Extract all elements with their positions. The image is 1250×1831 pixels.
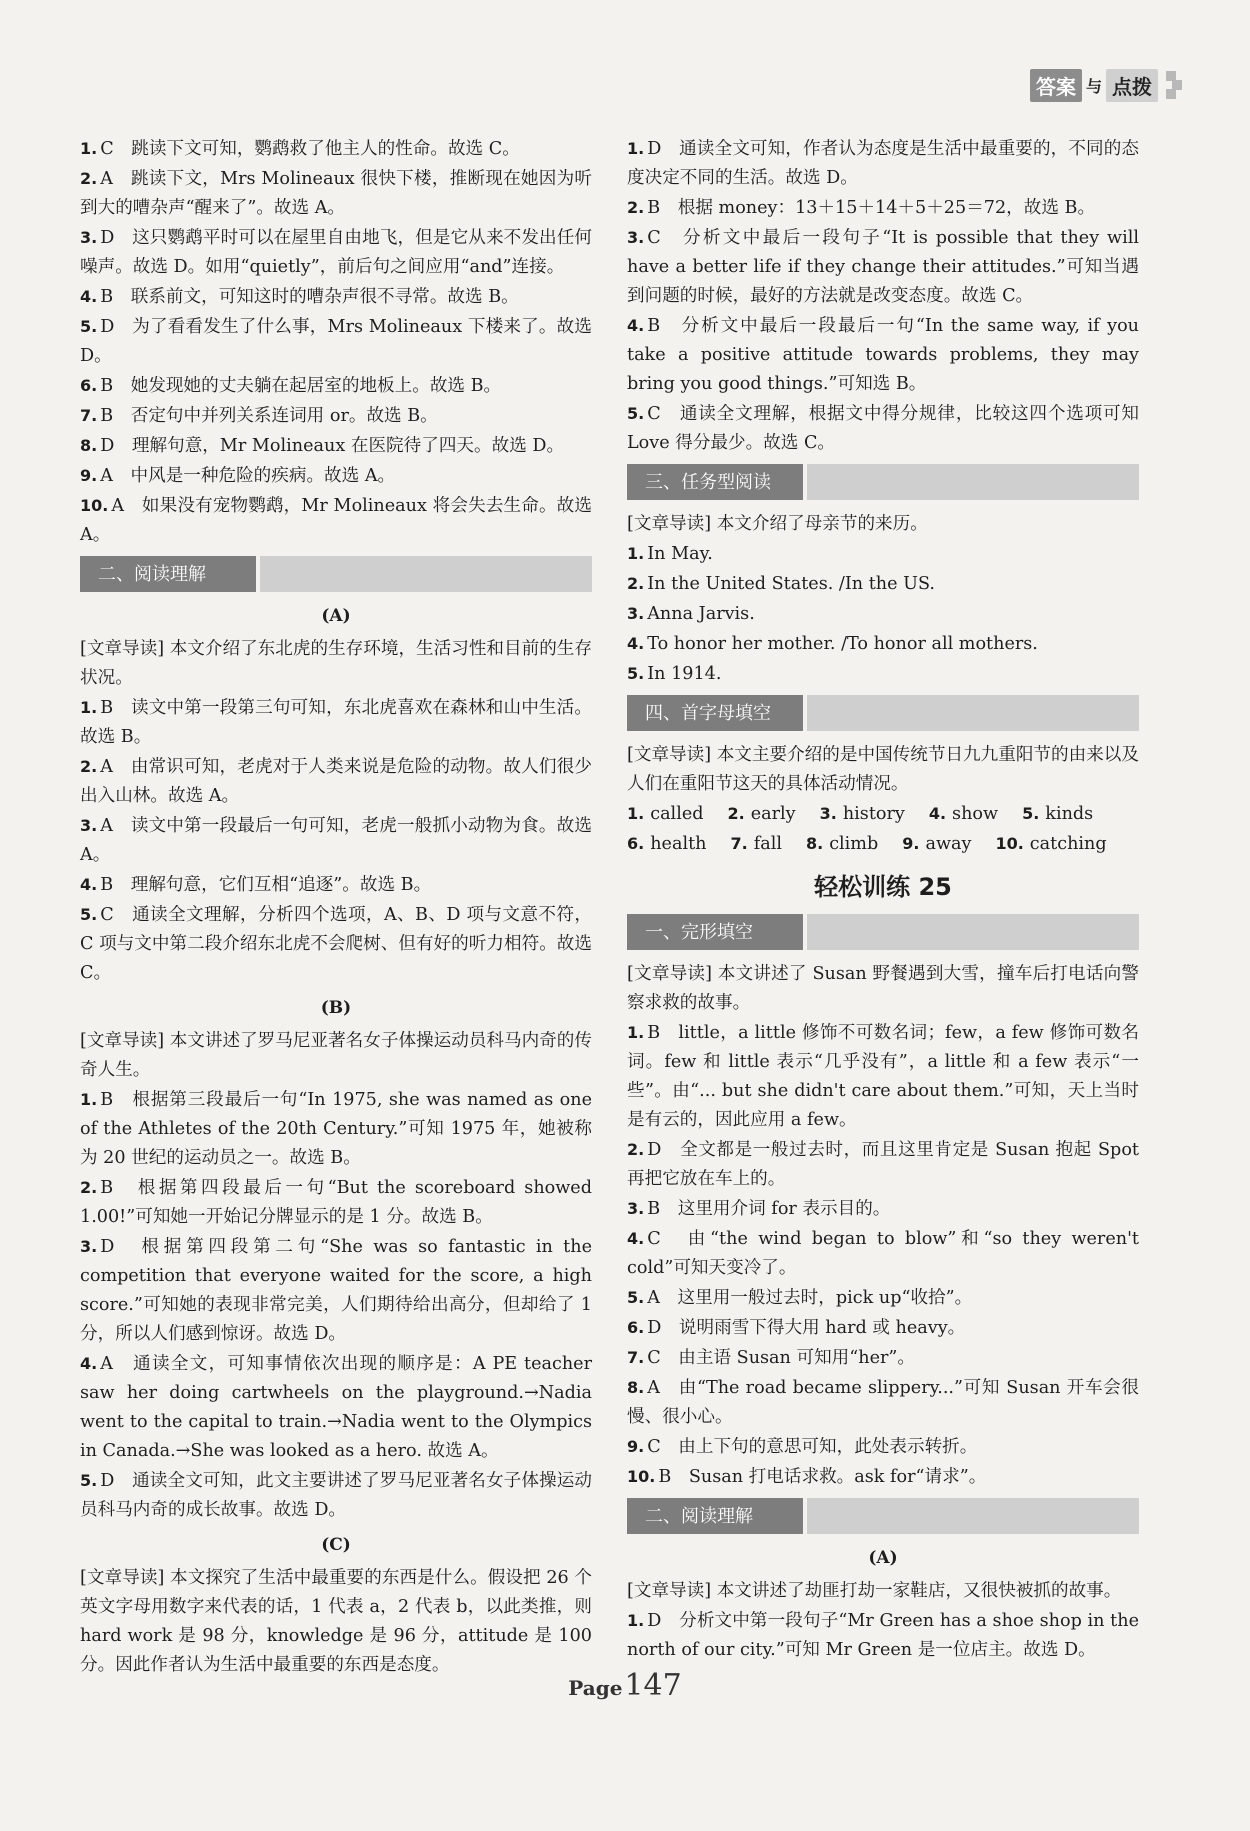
- fill-answer: [730, 829, 781, 859]
- answer-text: C 分析文中最后一段句子“It is possible that they will have a better life if they change their attitudes.”可知当遇到问题的时候，最好的方法就是改变态度。故选 C。: [627, 228, 1139, 306]
- answer-text: fall: [753, 834, 782, 854]
- answer-text: history: [842, 804, 905, 824]
- brand-tips: 点拨: [1106, 69, 1158, 102]
- answer-item: [80, 431, 592, 461]
- fill-answer: [627, 829, 706, 859]
- answer-number: 5.: [1022, 804, 1040, 823]
- page-footer: [0, 1668, 1250, 1703]
- answer-text: To honor her mother. /To honor all mothers.: [647, 634, 1038, 654]
- answer-number: 10.: [80, 496, 109, 515]
- answer-item: [80, 164, 592, 223]
- task-reading-answers: [627, 539, 1139, 689]
- answer-text: B 根据第四段最后一句“But the scoreboard showed 1.00!”可知她一开始记分牌显示的是 1 分。故选 B。: [80, 1178, 592, 1227]
- answer-number: 5.: [627, 404, 645, 423]
- article-guide: [文章导读] 本文讲述了劫匪打劫一家鞋店，又很快被抓的故事。: [627, 1581, 1122, 1601]
- answer-text: show: [952, 804, 999, 824]
- article-guide: [文章导读] 本文主要介绍的是中国传统节日九九重阳节的由来以及人们在重阳节这天的具体活动情况。: [627, 745, 1139, 794]
- section-header: [627, 1498, 1139, 1534]
- answer-text: D 根据第四段第二句“She was so fantastic in the competition that everyone waited for the score, a high score.”可知她的表现非常完美，人们期待给出高分，但却给了 1 分，所以人们感到惊讶。故选 D。: [80, 1237, 592, 1344]
- answer-number: 9.: [902, 834, 920, 853]
- answer-text: B little，a little 修饰不可数名词；few，a few 修饰可数名词。few 和 little 表示“几乎没有”，a little 和 a few 表示“一些”。由“... but she didn't care about them.”可知，天上当时是有云的，因此应用 a few。: [627, 1023, 1139, 1130]
- page-label: Page: [568, 1676, 623, 1700]
- fill-answer: [1022, 799, 1093, 829]
- answer-text: A 读文中第一段最后一句可知，老虎一般抓小动物为食。故选 A。: [80, 816, 592, 865]
- answer-number: 2.: [80, 169, 98, 188]
- answer-item: [627, 1343, 1139, 1373]
- answer-number: 7.: [80, 406, 98, 425]
- answer-number: 6.: [627, 834, 645, 853]
- fill-answer: [627, 799, 704, 829]
- reading-a-answers: [627, 1606, 1139, 1665]
- brand-and: 与: [1085, 76, 1102, 96]
- answer-text: climb: [829, 834, 879, 854]
- answer-item: [80, 134, 592, 164]
- section-label: 三、任务型阅读: [627, 464, 803, 500]
- reading-c-answers: [627, 134, 1139, 458]
- answer-item: [627, 539, 1139, 569]
- answer-item: [627, 1018, 1139, 1135]
- answer-text: D 通读全文可知，作者认为态度是生活中最重要的，不同的态度决定不同的生活。故选 D。: [627, 139, 1139, 188]
- section-label: 二、阅读理解: [80, 556, 256, 592]
- answer-text: B 否定句中并列关系连词用 or。故选 B。: [100, 406, 438, 426]
- answer-number: 8.: [805, 834, 824, 853]
- answer-text: B Susan 打电话求救。ask for“请求”。: [658, 1467, 987, 1487]
- answer-text: D 理解句意，Mr Molineaux 在医院待了四天。故选 D。: [100, 436, 565, 456]
- answer-text: A 跳读下文，Mrs Molineaux 很快下楼，推断现在她因为听到大的嘈杂声“醒来了”。故选 A。: [80, 169, 592, 218]
- answer-text: C 由主语 Susan 可知用“her”。: [647, 1348, 915, 1368]
- article-guide: [文章导读] 本文介绍了母亲节的来历。: [627, 514, 928, 534]
- answer-number: 5.: [80, 1471, 98, 1490]
- answer-item: [80, 900, 592, 988]
- section-header: [627, 464, 1139, 500]
- answer-number: 6.: [80, 376, 98, 395]
- answer-text: In 1914.: [647, 664, 722, 684]
- answer-number: 10.: [995, 834, 1024, 853]
- answer-number: 5.: [627, 1288, 645, 1307]
- answer-item: [627, 311, 1139, 399]
- answer-number: 3.: [80, 816, 98, 835]
- answer-number: 5.: [80, 317, 98, 336]
- answer-text: A 这里用一般过去时，pick up“收拾”。: [647, 1288, 973, 1308]
- answer-number: 3.: [80, 1237, 98, 1256]
- answer-text: B 根据 money：13＋15＋14＋5＋25＝72，故选 B。: [647, 198, 1096, 218]
- answer-number: 3.: [819, 804, 837, 823]
- answer-item: [627, 599, 1139, 629]
- answer-number: 2.: [80, 1178, 98, 1197]
- answer-number: 4.: [80, 875, 98, 894]
- answer-number: 4.: [80, 287, 98, 306]
- answer-item: [80, 401, 592, 431]
- answer-number: 4.: [627, 634, 645, 653]
- answer-number: 3.: [627, 604, 645, 623]
- article-guide: [文章导读] 本文探究了生活中最重要的东西是什么。假设把 26 个英文字母用数字来代表的话，1 代表 a，2 代表 b，以此类推，则 hard work 是 98 分，knowledge 是 96 分，attitude 是 100 分。因此作者认为生活中最重要的东西是态度。: [80, 1568, 592, 1675]
- answer-text: A 由常识可知，老虎对于人类来说是危险的动物。故人们很少出入山林。故选 A。: [80, 757, 592, 806]
- answer-text: B 根据第三段最后一句“In 1975, she was named as one of the Athletes of the 20th Century.”可知 1975 年，她被称为 20 世纪的运动员之一。故选 B。: [80, 1090, 592, 1168]
- fill-in-answers-row: [627, 799, 1139, 829]
- answer-item: [627, 1432, 1139, 1462]
- cloze-answers-list: [80, 134, 592, 550]
- part-heading: (A): [868, 1548, 898, 1568]
- answer-text: A 中风是一种危险的疾病。故选 A。: [100, 466, 396, 486]
- section-label: 四、首字母填空: [627, 695, 803, 731]
- answer-text: early: [750, 804, 796, 824]
- answer-text: C 跳读下文可知，鹦鹉救了他主人的性命。故选 C。: [100, 139, 520, 159]
- answer-item: [80, 693, 592, 752]
- answer-item: [627, 1135, 1139, 1194]
- answer-item: [627, 659, 1139, 689]
- answer-item: [627, 1313, 1139, 1343]
- answer-text: C 通读全文理解，分析四个选项，A、B、D 项与文意不符，C 项与文中第二段介绍东北虎不会爬树、但有好的听力相符。故选 C。: [80, 905, 592, 983]
- answer-item: [80, 461, 592, 491]
- answer-item: [627, 223, 1139, 311]
- answer-number: 10.: [627, 1467, 656, 1486]
- fill-answer: [929, 799, 998, 829]
- article-guide: [文章导读] 本文讲述了 Susan 野餐遇到大雪，撞车后打电话向警察求救的故事。: [627, 964, 1139, 1013]
- answer-item: [627, 569, 1139, 599]
- answer-item: [627, 1373, 1139, 1432]
- answer-text: A 由“The road became slippery...”可知 Susan 开车会很慢、很小心。: [627, 1378, 1139, 1427]
- answer-text: C 由“the wind began to blow”和“so they weren't cold”可知天变冷了。: [627, 1229, 1139, 1278]
- answer-number: 1.: [627, 139, 645, 158]
- answer-number: 8.: [80, 436, 98, 455]
- answer-number: 2.: [627, 574, 645, 593]
- answer-text: C 由上下句的意思可知，此处表示转折。: [647, 1437, 978, 1457]
- answer-number: 5.: [627, 664, 645, 683]
- answer-item: [627, 629, 1139, 659]
- answer-number: 3.: [627, 228, 645, 247]
- answer-text: B 联系前文，可知这时的嘈杂声很不寻常。故选 B。: [100, 287, 519, 307]
- answer-number: 2.: [80, 757, 98, 776]
- answer-text: D 全文都是一般过去时，而且这里肯定是 Susan 抱起 Spot 再把它放在车上的。: [627, 1140, 1139, 1189]
- answer-text: A 通读全文，可知事情依次出现的顺序是：A PE teacher saw her doing cartwheels on the playground.→Nadia went to the capital to train.→Nadia went to the Olympics in Canada.→She was looked as a hero. 故选 A。: [80, 1354, 592, 1461]
- answer-text: B 她发现她的丈夫躺在起居室的地板上。故选 B。: [100, 376, 502, 396]
- answer-text: B 理解句意，它们互相“追逐”。故选 B。: [100, 875, 432, 895]
- answer-text: D 这只鹦鹉平时可以在屋里自由地飞，但是它从来不发出任何噪声。故选 D。如用“quietly”，前后句之间应用“and”连接。: [80, 228, 592, 277]
- part-heading: (C): [321, 1535, 351, 1555]
- page-number: 147: [624, 1668, 682, 1703]
- answer-text: Anna Jarvis.: [647, 604, 755, 624]
- article-guide: [文章导读] 本文介绍了东北虎的生存环境，生活习性和目前的生存状况。: [80, 639, 592, 688]
- answer-number: 1.: [80, 1090, 98, 1109]
- answer-number: 3.: [80, 228, 98, 247]
- answer-text: A 如果没有宠物鹦鹉，Mr Molineaux 将会失去生命。故选 A。: [80, 496, 592, 545]
- answer-text: D 为了看看发生了什么事，Mrs Molineaux 下楼来了。故选 D。: [80, 317, 592, 366]
- left-column: [80, 134, 592, 1680]
- answer-number: 6.: [627, 1318, 645, 1337]
- answer-text: In May.: [647, 544, 713, 564]
- answer-text: B 这里用介词 for 表示目的。: [647, 1199, 891, 1219]
- answer-text: B 读文中第一段第三句可知，东北虎喜欢在森林和山中生活。故选 B。: [80, 698, 592, 747]
- lesson-title: 轻松训练 25: [814, 873, 952, 901]
- answer-item: [627, 399, 1139, 458]
- brand-decoration-icon: [1166, 71, 1180, 99]
- answer-item: [80, 312, 592, 371]
- answer-text: called: [650, 804, 704, 824]
- answer-text: away: [925, 834, 972, 854]
- answer-item: [627, 1224, 1139, 1283]
- article-guide: [文章导读] 本文讲述了罗马尼亚著名女子体操运动员科马内奇的传奇人生。: [80, 1031, 592, 1080]
- answer-number: 3.: [627, 1199, 645, 1218]
- answer-number: 9.: [627, 1437, 645, 1456]
- answer-text: health: [650, 834, 707, 854]
- answer-item: [80, 282, 592, 312]
- reading-b-answers: [80, 1085, 592, 1525]
- answer-item: [80, 1466, 592, 1525]
- answer-item: [80, 811, 592, 870]
- fill-answer: [902, 829, 971, 859]
- answer-item: [80, 1349, 592, 1466]
- answer-item: [80, 223, 592, 282]
- part-heading: (A): [321, 606, 351, 626]
- answer-text: D 说明雨雪下得大用 hard 或 heavy。: [647, 1318, 966, 1338]
- right-column: [627, 134, 1139, 1665]
- section-label: 一、完形填空: [627, 914, 803, 950]
- answer-text: B 分析文中最后一段最后一句“In the same way, if you take a positive attitude towards problems, they may bring you good things.”可知选 B。: [627, 316, 1139, 394]
- answer-number: 1.: [627, 544, 645, 563]
- answer-number: 1.: [80, 139, 98, 158]
- answer-item: [627, 134, 1139, 193]
- answer-number: 9.: [80, 466, 98, 485]
- answer-number: 4.: [928, 804, 947, 823]
- answer-number: 1.: [627, 1611, 645, 1630]
- answer-number: 2.: [627, 198, 645, 217]
- answer-number: 4.: [627, 1229, 645, 1248]
- fill-answer: [728, 799, 796, 829]
- answer-item: [627, 193, 1139, 223]
- section-header: [627, 695, 1139, 731]
- fill-answer: [806, 829, 878, 859]
- answer-number: 2.: [627, 1140, 645, 1159]
- answer-number: 4.: [80, 1354, 98, 1373]
- answer-number: 4.: [627, 316, 645, 335]
- cloze-answers-list: [627, 1018, 1139, 1492]
- answer-number: 5.: [80, 905, 98, 924]
- answer-number: 1.: [627, 1023, 645, 1042]
- answer-item: [627, 1283, 1139, 1313]
- answer-text: D 分析文中第一段句子“Mr Green has a shoe shop in the north of our city.”可知 Mr Green 是一位店主。故选 D。: [627, 1611, 1139, 1660]
- answer-number: 2.: [727, 804, 745, 823]
- answer-number: 8.: [627, 1378, 645, 1397]
- answer-number: 1.: [80, 698, 98, 717]
- answer-item: [80, 870, 592, 900]
- answer-text: kinds: [1045, 804, 1094, 824]
- answer-item: [80, 491, 592, 550]
- answer-item: [80, 752, 592, 811]
- answer-item: [80, 1232, 592, 1349]
- answer-text: In the United States. /In the US.: [647, 574, 935, 594]
- brand-answer: 答案: [1030, 69, 1082, 102]
- fill-answer: [995, 829, 1106, 859]
- header-brand: [1030, 70, 1180, 100]
- part-heading: (B): [320, 998, 352, 1018]
- section-header: [627, 914, 1139, 950]
- answer-item: [80, 1085, 592, 1173]
- answer-item: [627, 1194, 1139, 1224]
- answer-number: 1.: [627, 804, 645, 823]
- answer-item: [80, 1173, 592, 1232]
- answer-item: [627, 1606, 1139, 1665]
- reading-a-answers: [80, 693, 592, 988]
- answer-number: 7.: [730, 834, 748, 853]
- answer-text: C 通读全文理解，根据文中得分规律，比较这四个选项可知 Love 得分最少。故选 C。: [627, 404, 1139, 453]
- answer-text: D 通读全文可知，此文主要讲述了罗马尼亚著名女子体操运动员科马内奇的成长故事。故选 D。: [80, 1471, 592, 1520]
- answer-text: catching: [1029, 834, 1107, 854]
- answer-item: [627, 1462, 1139, 1492]
- fill-answer: [820, 799, 905, 829]
- answer-number: 7.: [627, 1348, 645, 1367]
- answer-item: [80, 371, 592, 401]
- fill-in-answers-row: [627, 829, 1139, 859]
- section-header: [80, 556, 592, 592]
- section-label: 二、阅读理解: [627, 1498, 803, 1534]
